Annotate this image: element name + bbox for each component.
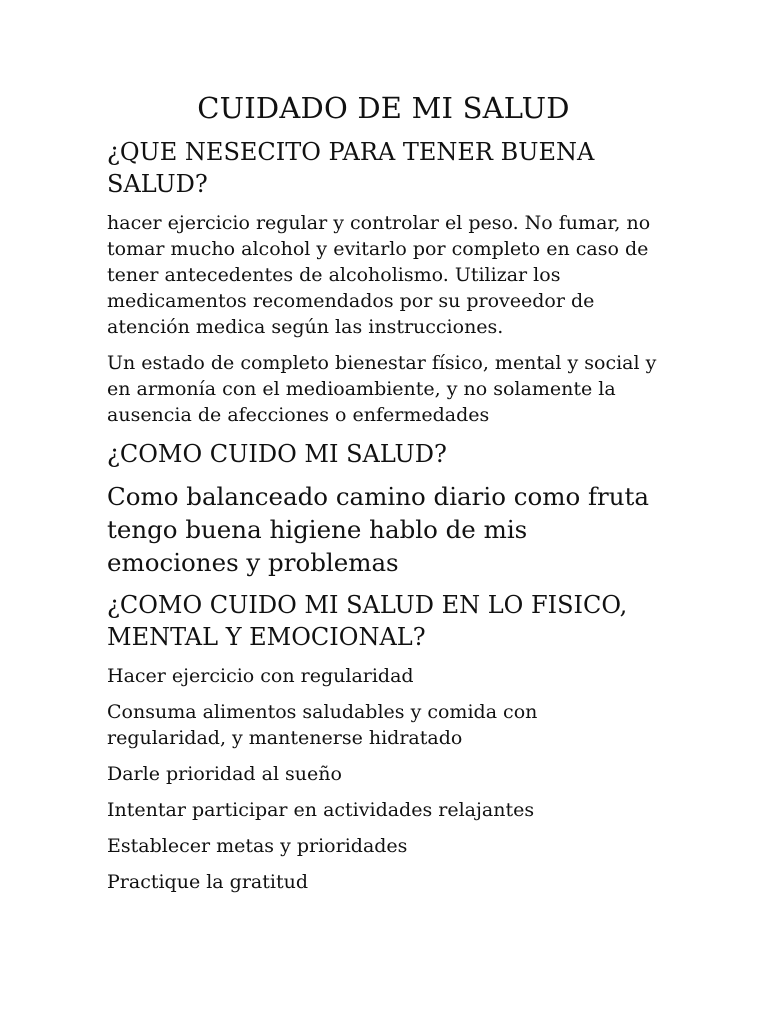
list-item: Establecer metas y prioridades [107, 835, 408, 857]
section3-list [107, 663, 660, 895]
section2-paragraph: Como balanceado camino diario como fruta tengo buena higiene hablo de mis emociones y problemas [107, 482, 650, 577]
list-item: Intentar participar en actividades relajantes [107, 799, 535, 821]
list-item: Hacer ejercicio con regularidad [107, 665, 414, 687]
section1-paragraph-2: Un estado de completo bienestar físico, mental y social y en armonía con el medioambiente, y no solamente la ausencia de afecciones o enfermedades [107, 352, 657, 426]
section2-heading: ¿COMO CUIDO MI SALUD? [107, 440, 447, 468]
list-item: Practique la gratitud [107, 871, 308, 893]
section1-heading: ¿QUE NESECITO PARA TENER BUENA SALUD? [107, 138, 595, 198]
section3-heading: ¿COMO CUIDO MI SALUD EN LO FISICO, MENTAL Y EMOCIONAL? [107, 591, 628, 651]
section1-paragraph-1: hacer ejercicio regular y controlar el peso. No fumar, no tomar mucho alcohol y evitarlo por completo en caso de tener antecedentes de alcoholismo. Utilizar los medicamentos recomendados por su proveedor de atención medica según las instrucciones. [107, 212, 651, 338]
list-item: Darle prioridad al sueño [107, 763, 342, 785]
document-title: CUIDADO DE MI SALUD [197, 91, 570, 125]
list-item: Consuma alimentos saludables y comida con regularidad, y mantenerse hidratado [107, 701, 538, 749]
